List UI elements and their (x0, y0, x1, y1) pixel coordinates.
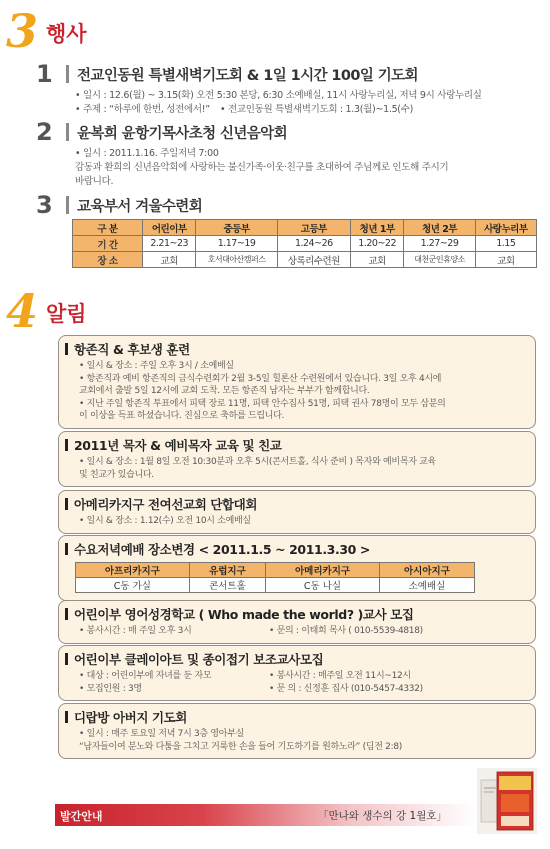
event-detail: • 일시 : 2011.1.16. 주일저녁 7:00 (75, 148, 219, 159)
table-cell: 2.21~23 (143, 236, 196, 252)
event-number: 2 (36, 118, 53, 146)
table-cell: 1.20~22 (350, 236, 403, 252)
table-cell: 1.27~29 (404, 236, 475, 252)
publication-title: 「만나와 생수의 강 1월호」 (318, 810, 447, 822)
event-1 (36, 62, 540, 117)
notice-line: • 대상 : 어린이부에 자녀를 둔 자모 (79, 671, 212, 681)
title-marker (65, 711, 68, 723)
notice-box (58, 490, 536, 534)
notice-box (58, 703, 536, 759)
title-marker (65, 543, 68, 555)
event-3 (36, 193, 540, 217)
table-header: 아시아지구 (379, 563, 474, 578)
table-row (73, 236, 537, 252)
notice-line: • 항존직과 예비 항존직의 금식수련회가 2월 3-5일 힐론산 수련원에서 있습니다. 3일 오후 4시에 (79, 373, 442, 384)
event-number: 1 (36, 60, 53, 88)
title-marker (65, 653, 68, 665)
divider (66, 65, 69, 83)
table-cell: 1.24~26 (277, 236, 350, 252)
table-header: 어린이부 (143, 220, 196, 236)
notice-box (58, 600, 536, 644)
notice-line: “남자들이여 분노와 다툼을 그치고 거룩한 손을 들어 기도하기를 원하노라” (딤전 2:8) (79, 741, 402, 752)
table-header: 사랑누리부 (475, 220, 536, 236)
table-cell: 1.15 (475, 236, 536, 252)
notice-box (58, 645, 536, 701)
table-row (73, 252, 537, 268)
notice-line: • 문의 : 이태희 목사 ( 010-5539-4818) (269, 626, 423, 636)
table-header: 아메리카지구 (266, 563, 380, 578)
title-marker (65, 343, 68, 355)
notice-box (58, 431, 536, 487)
section-number: 3 (6, 4, 39, 58)
notice-title: 항존직 & 후보생 훈련 (74, 342, 190, 357)
footer-label: 발간안내 (60, 810, 103, 823)
event-detail: • 전교인동원 특별새벽기도회 : 1.3(월)~1.5(수) (219, 104, 414, 115)
table-cell: 교회 (143, 252, 196, 268)
notice-title: 어린이부 영어성경학교 ( Who made the world? )교사 모집 (74, 607, 414, 622)
table-cell: 콘서트홀 (189, 578, 265, 593)
notice-box (58, 535, 536, 601)
event-title: 윤복희 윤항기목사초청 신년음악회 (77, 125, 288, 142)
notice-line: 및 친교가 있습니다. (79, 469, 154, 480)
table-row (76, 578, 475, 593)
table-cell: 상록리수련원 (277, 252, 350, 268)
book-cover-icon (477, 768, 537, 834)
event-detail: • 일시 : 12.6(월) ~ 3.15(화) 오전 5:30 본당, 6:30 소예배실, 11시 사랑누리실, 저녁 9시 사랑누리실 (75, 90, 482, 101)
section-title: 행사 (46, 22, 87, 46)
section-number: 4 (6, 284, 39, 338)
table-cell: 교회 (350, 252, 403, 268)
section-3-header (6, 4, 87, 58)
notice-line: • 일시 & 장소 : 1.12(수) 오전 10시 소예배실 (79, 516, 251, 526)
table-header: 유럽지구 (189, 563, 265, 578)
table-header: 청년 2부 (404, 220, 475, 236)
table-cell: 호서대아산캠퍼스 (196, 252, 277, 268)
title-marker (65, 498, 68, 510)
section-4-header (6, 284, 87, 338)
notice-line: 이 이상을 득표 하셨습니다. 진심으로 축하를 드립니다. (79, 411, 285, 421)
notice-line: • 문 의 : 신정훈 집사 (010-5457-4332) (269, 683, 423, 694)
table-cell: 대천군인휴양소 (404, 252, 475, 268)
notice-line: • 일시 : 매주 토요일 저녁 7시 3층 영아부실 (79, 729, 244, 739)
section-title: 알림 (46, 302, 87, 326)
notice-line: • 봉사시간 : 매주일 오전 11시~12시 (269, 671, 411, 681)
divider (66, 123, 69, 141)
notice-box (58, 335, 536, 429)
event-detail: 감동과 환희의 신년음악회에 사랑하는 불신가족·이웃·친구를 초대하여 주님께로 인도해 주시기 (75, 162, 449, 173)
notice-line: • 모집인원 : 3명 (79, 683, 142, 694)
table-header: 아프리카지구 (76, 563, 190, 578)
table-header: 구 분 (73, 220, 143, 236)
notice-line: • 봉사시간 : 매 주일 오후 3시 (79, 626, 192, 636)
table-header: 중등부 (196, 220, 277, 236)
table-header: 청년 1부 (350, 220, 403, 236)
notice-title: 어린이부 클레이아트 및 종이접기 보조교사모집 (74, 652, 324, 667)
title-marker (65, 439, 68, 451)
notice-title: 수요저녁예배 장소변경 < 2011.1.5 ~ 2011.3.30 > (74, 542, 370, 557)
notice-title: 디랍방 아버지 기도회 (74, 710, 187, 725)
divider (66, 196, 69, 214)
retreat-table (72, 219, 537, 268)
notice-line: • 일시 & 장소 : 1월 8일 오전 10:30분과 오후 5시(콘서트홀, 식사 준비 ) 목자와 예비목자 교육 (79, 457, 436, 467)
table-header: 고등부 (277, 220, 350, 236)
table-cell: C동 가실 (76, 578, 190, 593)
event-detail: 바랍니다. (75, 176, 114, 187)
event-detail: • 주제 : “하루에 한번, 성전에서!” (75, 104, 210, 115)
event-title: 전교인동원 특별새벽기도회 & 1일 1시간 100일 기도회 (77, 67, 418, 84)
notice-line: • 지난 주일 항존직 투표에서 피택 장로 11명, 피택 안수집사 51명, 피택 권사 78명이 모두 삼분의 (79, 398, 446, 409)
notice-line: 교회에서 출발 5일 12시에 교회 도착. 모든 항존직 남자는 부부가 함께합니다. (79, 386, 370, 396)
notice-title: 2011년 목자 & 예비목자 교육 및 친교 (74, 438, 282, 453)
service-location-table (75, 562, 475, 593)
event-2 (36, 120, 540, 189)
table-cell: 소예배실 (379, 578, 474, 593)
table-cell: C동 나실 (266, 578, 380, 593)
title-marker (65, 608, 68, 620)
event-number: 3 (36, 191, 53, 219)
event-title: 교육부서 겨울수련회 (77, 198, 203, 215)
notice-title: 아메리카지구 전여선교회 단합대회 (74, 497, 258, 512)
table-cell: 교회 (475, 252, 536, 268)
notice-line: • 일시 & 장소 : 주일 오후 3시 / 소예배실 (79, 361, 234, 371)
row-label: 장 소 (73, 252, 143, 268)
table-cell: 1.17~19 (196, 236, 277, 252)
row-label: 기 간 (73, 236, 143, 252)
